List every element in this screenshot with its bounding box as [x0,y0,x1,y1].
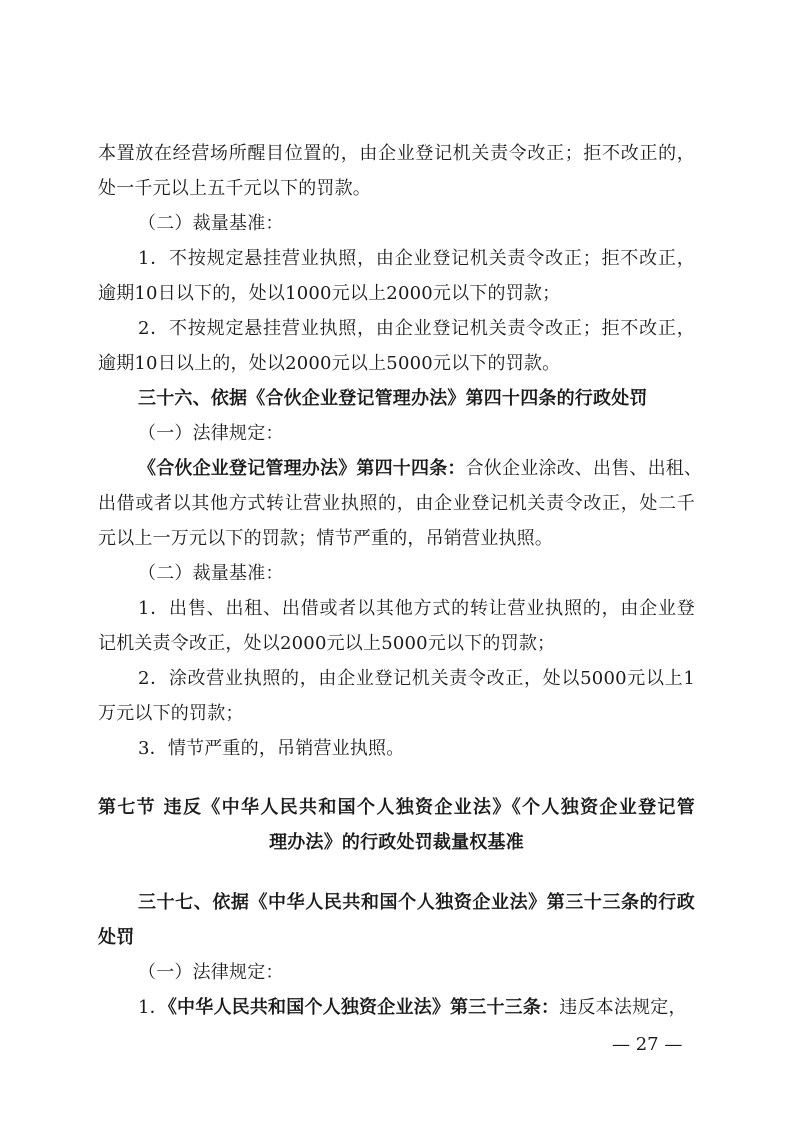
text-line: 万元以下的罚款； [98,703,244,724]
text-line: 2．涂改营业执照的，由企业登记机关责令改正，处以5000元以上1 [138,668,695,689]
text-line: 出借或者以其他方式转让营业执照的，由企业登记机关责令改正，处二千 [98,493,695,514]
text-line: 3．情节严重的，吊销营业执照。 [138,738,405,759]
section-heading: 三十七、依据《中华人民共和国个人独资企业法》第三十三条的行政 [138,892,695,913]
section-heading: 处罚 [98,927,135,948]
text-line: 记机关责令改正，处以2000元以上5000元以下的罚款； [98,633,556,654]
section-heading: 三十六、依据《合伙企业登记管理办法》第四十四条的行政处罚 [138,388,648,409]
law-text: 违反本法规定， [559,997,687,1018]
law-citation: 《中华人民共和国个人独资企业法》第三十三条： [167,997,560,1018]
chapter-heading: 理办法》的行政处罚裁量权基准 [269,832,524,853]
text-line: 2．不按规定悬挂营业执照，由企业登记机关责令改正；拒不改正， [138,318,695,339]
text-line: 1．不按规定悬挂营业执照，由企业登记机关责令改正；拒不改正， [138,248,695,269]
text-line: 逾期10日以下的，处以1000元以上2000元以下的罚款； [98,283,561,304]
item-number: 1． [138,997,168,1018]
page-number: — 27 — [612,1034,683,1055]
law-citation: 《合伙企业登记管理办法》第四十四条： [138,458,466,479]
text-line: 1．出售、出租、出借或者以其他方式的转让营业执照的，由企业登 [138,598,695,619]
subheading: （一）法律规定： [138,423,284,444]
subheading: （一）法律规定： [138,962,284,983]
text-line: 逾期10日以上的，处以2000元以上5000元以下的罚款。 [98,353,561,374]
subheading: （二）裁量基准： [138,563,284,584]
text-line [98,457,703,481]
text-line [98,996,695,1020]
law-text: 合伙企业涂改、出售、出租、 [465,458,703,479]
text-line: 元以上一万元以下的罚款；情节严重的，吊销营业执照。 [98,528,553,549]
subheading: （二）裁量基准： [138,213,284,234]
chapter-heading: 第七节 违反《中华人民共和国个人独资企业法》《个人独资企业登记管 [98,797,695,818]
text-line: 处一千元以上五千元以下的罚款。 [98,178,371,199]
text-line: 本置放在经营场所醒目位置的，由企业登记机关责令改正；拒不改正的， [98,143,695,164]
